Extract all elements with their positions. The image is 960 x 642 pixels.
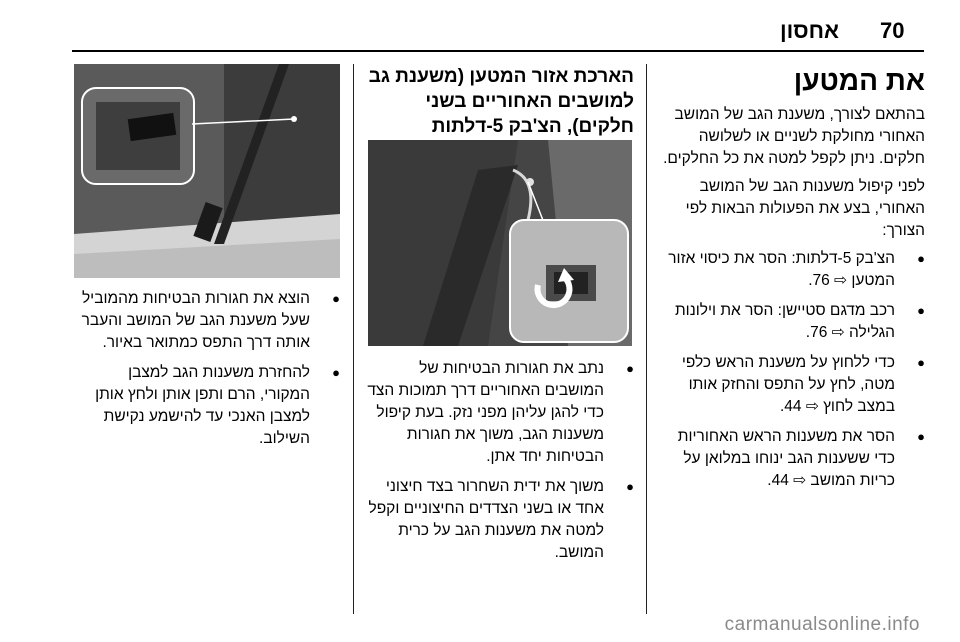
chapter-title: אחסון [780,18,840,43]
list-item: ● הוצא את חגורות הבטיחות מהמוביל שעל משענת הגב של המושב והעבר אותה דרך התפס כמתואר באיור. [74,288,340,354]
list-item: ● כדי ללחוץ על משענת הראש כלפי מטה, לחץ על התפס והחזק אותו במצב לחוץ ⇨ 44. [655,352,925,418]
list-item: ● נתב את חגורות הבטיחות של המושבים האחוריים דרך תמוכות הצד כדי להגן עליהן מפני נזק. בעת קיפול משענות הגב, משוך את חגורות הבטיחות יחד אתן. [364,358,634,468]
list-item: ● רכב מדגם סטיישן: הסר את וילונות הגלילה ⇨ 76. [655,300,925,344]
seat-release-illustration [368,140,632,346]
middle-column [364,64,634,139]
return-list [74,288,340,450]
page-number: 70 [880,18,905,43]
belt-guide-illustration [74,64,340,278]
list-item: ● משוך את ידית השחרור בצד חיצוני אחד או בשני הצדדים החיצוניים וקפל למטה את משענות הגב על כרית המושב. [364,476,634,564]
list-item: ● הסר את משענות הראש האחוריות כדי ששענות הגב ינוחו במלואן על כריות המושב ⇨ 44. [655,426,925,492]
belt-guide-figure [74,64,340,278]
column-divider-left [353,64,354,614]
left-column [74,288,340,458]
preparation-list [655,248,925,492]
fold-list [364,358,634,564]
right-column [655,64,925,500]
column-divider-right [646,64,647,614]
intro-paragraph-2: לפני קיפול משענות הגב של המושב האחורי, בצע את הפעולות הבאות לפי הצורך: [685,178,925,239]
list-item: ● הצ'בק 5-דלתות: הסר את כיסוי אזור המטען ⇨ 76. [655,248,925,292]
watermark: carmanualsonline.info [724,614,920,635]
subsection-heading: הארכת אזור המטען (משענת גב למושבים האחוריים בשני חלקים), הצ'בק 5-דלתות [368,66,634,137]
seat-release-figure [368,140,632,346]
list-item: ● להחזרת משענות הגב למצבן המקורי, הרם ותפן אותן ולחץ אותן למצבן האנכי עד להישמע נקישת השילוב. [74,362,340,450]
intro-paragraph: בהתאם לצורך, משענת הגב של המושב האחורי מחולקת לשניים או לשלושה חלקים. ניתן לקפל למטה את כל החלקים. [663,106,925,167]
middle-column-list [364,358,634,572]
header-rule [72,50,924,52]
section-heading: את המטען [793,65,925,96]
